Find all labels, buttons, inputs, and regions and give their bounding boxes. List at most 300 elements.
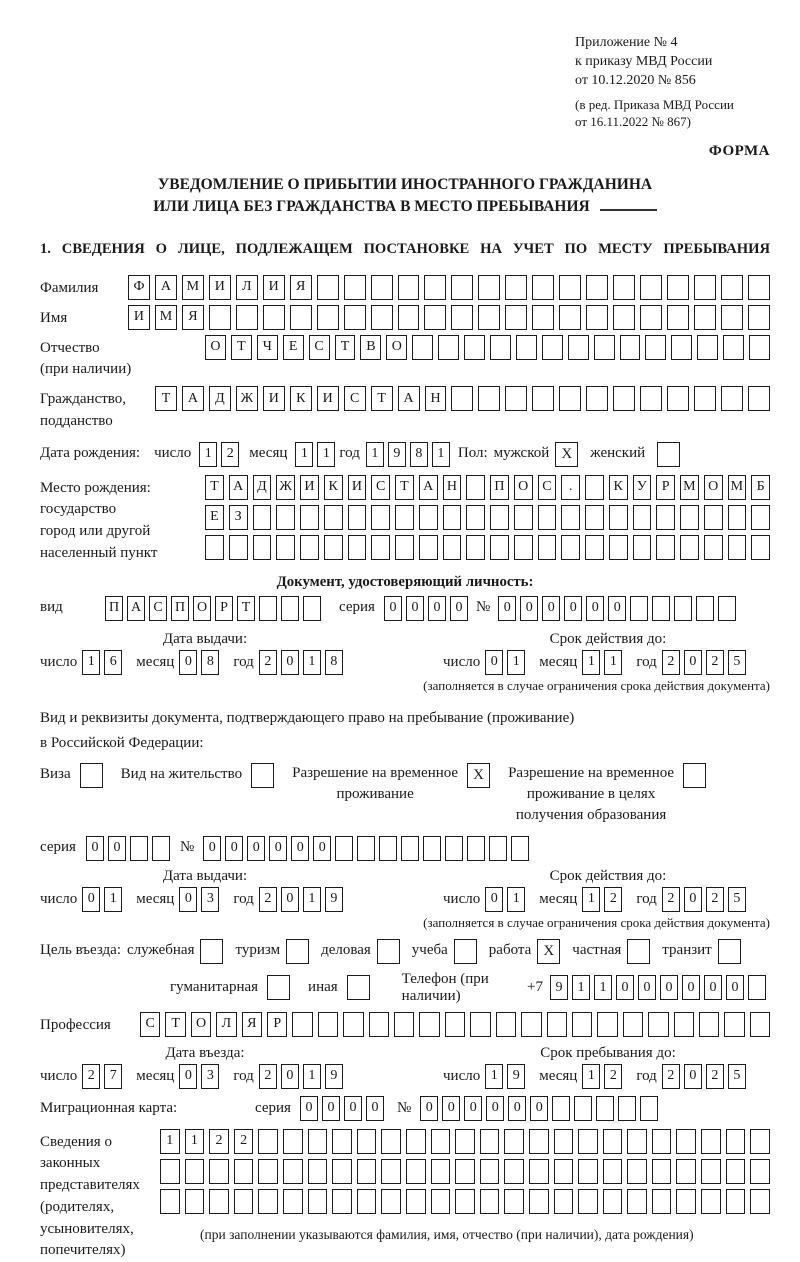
char-cell[interactable] [478, 386, 500, 411]
char-cell[interactable]: 8 [201, 650, 219, 675]
char-cell[interactable] [699, 1012, 719, 1037]
char-cell[interactable] [529, 1159, 549, 1184]
char-cell[interactable] [480, 1159, 500, 1184]
char-cell[interactable]: X [537, 939, 560, 964]
char-cell[interactable]: Т [395, 475, 414, 500]
char-cell[interactable]: О [514, 475, 533, 500]
char-cell[interactable]: 0 [542, 596, 560, 621]
char-cell[interactable]: 2 [662, 887, 680, 912]
char-cell[interactable] [640, 305, 662, 330]
char-cell[interactable] [229, 535, 248, 560]
char-cell[interactable] [656, 505, 675, 530]
char-cell[interactable]: 1 [303, 887, 321, 912]
char-cell[interactable]: А [419, 475, 438, 500]
char-cell[interactable]: У [633, 475, 652, 500]
char-cell[interactable]: М [680, 475, 699, 500]
char-cell[interactable]: К [609, 475, 628, 500]
char-cell[interactable] [701, 1129, 721, 1154]
char-cell[interactable] [332, 1129, 352, 1154]
char-cell[interactable]: 0 [281, 1064, 299, 1089]
char-cell[interactable] [505, 275, 527, 300]
char-cell[interactable] [585, 535, 604, 560]
char-cell[interactable]: О [205, 335, 226, 360]
char-cell[interactable] [696, 596, 714, 621]
char-cell[interactable] [357, 836, 375, 861]
char-cell[interactable] [748, 386, 770, 411]
char-cell[interactable] [676, 1189, 696, 1214]
char-cell[interactable]: 0 [86, 836, 104, 861]
char-cell[interactable] [283, 1189, 303, 1214]
char-cell[interactable]: 0 [726, 975, 744, 1000]
char-cell[interactable]: 0 [313, 836, 331, 861]
char-cell[interactable]: 0 [486, 1096, 504, 1121]
char-cell[interactable] [516, 335, 537, 360]
char-cell[interactable] [613, 275, 635, 300]
char-cell[interactable] [286, 939, 309, 964]
char-cell[interactable] [750, 1012, 770, 1037]
char-cell[interactable] [627, 939, 650, 964]
char-cell[interactable] [514, 505, 533, 530]
char-cell[interactable]: 0 [682, 975, 700, 1000]
char-cell[interactable] [578, 1159, 598, 1184]
char-cell[interactable]: 1 [507, 887, 525, 912]
char-cell[interactable]: 1 [295, 442, 313, 467]
char-cell[interactable] [723, 335, 744, 360]
char-cell[interactable]: С [538, 475, 557, 500]
char-cell[interactable] [694, 275, 716, 300]
char-cell[interactable] [603, 1159, 623, 1184]
char-cell[interactable] [721, 275, 743, 300]
char-cell[interactable]: 0 [179, 887, 197, 912]
char-cell[interactable]: 0 [684, 887, 702, 912]
char-cell[interactable] [480, 1189, 500, 1214]
char-cell[interactable] [490, 505, 509, 530]
char-cell[interactable] [303, 596, 321, 621]
char-cell[interactable]: Т [155, 386, 177, 411]
char-cell[interactable] [185, 1159, 205, 1184]
char-cell[interactable] [609, 535, 628, 560]
char-cell[interactable] [547, 1012, 567, 1037]
char-cell[interactable] [357, 1129, 377, 1154]
char-cell[interactable] [467, 836, 485, 861]
char-cell[interactable]: X [467, 763, 490, 788]
char-cell[interactable] [332, 1189, 352, 1214]
char-cell[interactable] [748, 975, 766, 1000]
char-cell[interactable] [680, 535, 699, 560]
char-cell[interactable] [381, 1129, 401, 1154]
char-cell[interactable]: Б [751, 475, 770, 500]
char-cell[interactable]: 2 [259, 887, 277, 912]
char-cell[interactable] [300, 535, 319, 560]
char-cell[interactable] [504, 1129, 524, 1154]
char-cell[interactable] [671, 335, 692, 360]
char-cell[interactable]: 0 [608, 596, 626, 621]
char-cell[interactable] [381, 1189, 401, 1214]
char-cell[interactable] [749, 335, 770, 360]
char-cell[interactable] [683, 763, 706, 788]
char-cell[interactable] [718, 939, 741, 964]
char-cell[interactable] [464, 335, 485, 360]
char-cell[interactable] [317, 275, 339, 300]
char-cell[interactable]: И [300, 475, 319, 500]
char-cell[interactable] [728, 505, 747, 530]
char-cell[interactable]: С [309, 335, 330, 360]
char-cell[interactable]: К [290, 386, 312, 411]
char-cell[interactable]: Н [425, 386, 447, 411]
char-cell[interactable]: 9 [507, 1064, 525, 1089]
char-cell[interactable] [317, 305, 339, 330]
char-cell[interactable] [514, 535, 533, 560]
char-cell[interactable] [253, 505, 272, 530]
char-cell[interactable] [561, 535, 580, 560]
char-cell[interactable] [704, 505, 723, 530]
char-cell[interactable] [652, 1159, 672, 1184]
char-cell[interactable]: 0 [442, 1096, 460, 1121]
char-cell[interactable] [504, 1189, 524, 1214]
char-cell[interactable]: 0 [269, 836, 287, 861]
char-cell[interactable]: А [182, 386, 204, 411]
char-cell[interactable]: Я [290, 275, 312, 300]
char-cell[interactable]: 1 [604, 650, 622, 675]
char-cell[interactable] [443, 535, 462, 560]
char-cell[interactable]: Т [231, 335, 252, 360]
char-cell[interactable] [751, 505, 770, 530]
char-cell[interactable] [292, 1012, 312, 1037]
char-cell[interactable] [423, 836, 441, 861]
char-cell[interactable]: З [229, 505, 248, 530]
char-cell[interactable] [578, 1129, 598, 1154]
char-cell[interactable] [478, 305, 500, 330]
char-cell[interactable]: 0 [225, 836, 243, 861]
char-cell[interactable] [726, 1129, 746, 1154]
char-cell[interactable] [596, 1096, 614, 1121]
char-cell[interactable] [586, 305, 608, 330]
char-cell[interactable] [276, 505, 295, 530]
char-cell[interactable] [586, 275, 608, 300]
char-cell[interactable] [454, 939, 477, 964]
char-cell[interactable]: К [324, 475, 343, 500]
char-cell[interactable]: 0 [564, 596, 582, 621]
char-cell[interactable]: 1 [317, 442, 335, 467]
char-cell[interactable]: 0 [366, 1096, 384, 1121]
char-cell[interactable] [470, 1012, 490, 1037]
char-cell[interactable] [236, 305, 258, 330]
char-cell[interactable]: 9 [550, 975, 568, 1000]
char-cell[interactable] [130, 836, 148, 861]
char-cell[interactable] [750, 1129, 770, 1154]
char-cell[interactable] [559, 386, 581, 411]
char-cell[interactable] [466, 475, 485, 500]
char-cell[interactable] [152, 836, 170, 861]
char-cell[interactable]: А [229, 475, 248, 500]
char-cell[interactable]: Т [371, 386, 393, 411]
char-cell[interactable]: И [348, 475, 367, 500]
char-cell[interactable]: 3 [201, 887, 219, 912]
char-cell[interactable]: 0 [498, 596, 516, 621]
char-cell[interactable]: Ж [236, 386, 258, 411]
char-cell[interactable]: С [149, 596, 167, 621]
char-cell[interactable] [627, 1129, 647, 1154]
char-cell[interactable] [406, 1189, 426, 1214]
char-cell[interactable]: 2 [662, 650, 680, 675]
char-cell[interactable]: 1 [82, 650, 100, 675]
char-cell[interactable]: 3 [201, 1064, 219, 1089]
char-cell[interactable] [451, 386, 473, 411]
char-cell[interactable] [445, 1012, 465, 1037]
char-cell[interactable]: 1 [582, 650, 600, 675]
char-cell[interactable]: 2 [706, 1064, 724, 1089]
char-cell[interactable] [347, 975, 370, 1000]
char-cell[interactable] [554, 1189, 574, 1214]
char-cell[interactable] [455, 1129, 475, 1154]
char-cell[interactable]: Т [237, 596, 255, 621]
char-cell[interactable] [185, 1189, 205, 1214]
char-cell[interactable] [496, 1012, 516, 1037]
char-cell[interactable]: 0 [291, 836, 309, 861]
char-cell[interactable]: Р [215, 596, 233, 621]
char-cell[interactable]: 1 [572, 975, 590, 1000]
char-cell[interactable] [613, 305, 635, 330]
char-cell[interactable] [455, 1189, 475, 1214]
char-cell[interactable] [529, 1129, 549, 1154]
char-cell[interactable] [394, 1012, 414, 1037]
char-cell[interactable] [324, 535, 343, 560]
char-cell[interactable]: 0 [344, 1096, 362, 1121]
char-cell[interactable]: П [105, 596, 123, 621]
char-cell[interactable]: 5 [728, 1064, 746, 1089]
char-cell[interactable]: 1 [303, 1064, 321, 1089]
char-cell[interactable]: 9 [325, 1064, 343, 1089]
char-cell[interactable] [718, 596, 736, 621]
char-cell[interactable]: А [398, 386, 420, 411]
char-cell[interactable]: 0 [508, 1096, 526, 1121]
char-cell[interactable]: А [127, 596, 145, 621]
char-cell[interactable]: Д [253, 475, 272, 500]
char-cell[interactable]: Ч [257, 335, 278, 360]
char-cell[interactable] [542, 335, 563, 360]
char-cell[interactable] [489, 836, 507, 861]
char-cell[interactable] [521, 1012, 541, 1037]
char-cell[interactable] [398, 305, 420, 330]
char-cell[interactable] [318, 1012, 338, 1037]
char-cell[interactable] [667, 275, 689, 300]
char-cell[interactable] [451, 275, 473, 300]
char-cell[interactable] [381, 1159, 401, 1184]
char-cell[interactable]: С [344, 386, 366, 411]
char-cell[interactable] [344, 275, 366, 300]
char-cell[interactable]: Ж [276, 475, 295, 500]
char-cell[interactable]: А [155, 275, 177, 300]
char-cell[interactable] [640, 275, 662, 300]
char-cell[interactable] [694, 305, 716, 330]
char-cell[interactable] [160, 1159, 180, 1184]
char-cell[interactable] [80, 763, 103, 788]
char-cell[interactable] [572, 1012, 592, 1037]
char-cell[interactable]: 1 [485, 1064, 503, 1089]
char-cell[interactable]: 1 [104, 887, 122, 912]
char-cell[interactable]: Я [182, 305, 204, 330]
char-cell[interactable] [308, 1189, 328, 1214]
char-cell[interactable] [348, 505, 367, 530]
char-cell[interactable] [609, 505, 628, 530]
char-cell[interactable] [559, 275, 581, 300]
char-cell[interactable]: 0 [108, 836, 126, 861]
char-cell[interactable] [419, 505, 438, 530]
char-cell[interactable]: 0 [586, 596, 604, 621]
char-cell[interactable] [335, 836, 353, 861]
char-cell[interactable]: 0 [638, 975, 656, 1000]
char-cell[interactable]: Т [335, 335, 356, 360]
char-cell[interactable] [623, 1012, 643, 1037]
char-cell[interactable]: Т [205, 475, 224, 500]
char-cell[interactable] [511, 836, 529, 861]
char-cell[interactable] [640, 1096, 658, 1121]
char-cell[interactable] [674, 1012, 694, 1037]
char-cell[interactable] [276, 535, 295, 560]
char-cell[interactable] [258, 1129, 278, 1154]
char-cell[interactable]: 7 [104, 1064, 122, 1089]
char-cell[interactable] [613, 386, 635, 411]
char-cell[interactable] [680, 505, 699, 530]
char-cell[interactable]: М [182, 275, 204, 300]
char-cell[interactable]: Р [267, 1012, 287, 1037]
char-cell[interactable]: 5 [728, 887, 746, 912]
char-cell[interactable] [627, 1189, 647, 1214]
char-cell[interactable]: 0 [420, 1096, 438, 1121]
char-cell[interactable] [667, 305, 689, 330]
char-cell[interactable]: 0 [281, 650, 299, 675]
char-cell[interactable] [704, 535, 723, 560]
char-cell[interactable] [724, 1012, 744, 1037]
char-cell[interactable] [234, 1189, 254, 1214]
char-cell[interactable] [505, 386, 527, 411]
char-cell[interactable] [332, 1159, 352, 1184]
char-cell[interactable] [200, 939, 223, 964]
char-cell[interactable] [209, 1189, 229, 1214]
char-cell[interactable] [251, 763, 274, 788]
char-cell[interactable] [726, 1159, 746, 1184]
char-cell[interactable]: О [191, 1012, 211, 1037]
char-cell[interactable]: 0 [281, 887, 299, 912]
char-cell[interactable]: 0 [82, 887, 100, 912]
char-cell[interactable] [395, 505, 414, 530]
char-cell[interactable] [283, 1159, 303, 1184]
char-cell[interactable] [656, 535, 675, 560]
char-cell[interactable]: 0 [530, 1096, 548, 1121]
char-cell[interactable] [674, 596, 692, 621]
char-cell[interactable]: 2 [706, 650, 724, 675]
char-cell[interactable] [209, 1159, 229, 1184]
char-cell[interactable]: О [193, 596, 211, 621]
char-cell[interactable] [377, 939, 400, 964]
char-cell[interactable]: В [360, 335, 381, 360]
char-cell[interactable]: 0 [384, 596, 402, 621]
char-cell[interactable] [253, 535, 272, 560]
char-cell[interactable] [697, 335, 718, 360]
char-cell[interactable] [283, 1129, 303, 1154]
char-cell[interactable]: 2 [82, 1064, 100, 1089]
char-cell[interactable]: 2 [604, 887, 622, 912]
char-cell[interactable]: 2 [221, 442, 239, 467]
char-cell[interactable]: 0 [485, 650, 503, 675]
char-cell[interactable] [348, 535, 367, 560]
char-cell[interactable] [406, 1159, 426, 1184]
char-cell[interactable]: 5 [728, 650, 746, 675]
char-cell[interactable] [603, 1189, 623, 1214]
char-cell[interactable] [676, 1159, 696, 1184]
char-cell[interactable] [633, 535, 652, 560]
char-cell[interactable]: 8 [410, 442, 428, 467]
char-cell[interactable]: О [704, 475, 723, 500]
char-cell[interactable] [401, 836, 419, 861]
char-cell[interactable]: 0 [684, 650, 702, 675]
char-cell[interactable]: 1 [160, 1129, 180, 1154]
char-cell[interactable] [431, 1159, 451, 1184]
char-cell[interactable] [652, 596, 670, 621]
char-cell[interactable] [281, 596, 299, 621]
char-cell[interactable] [455, 1159, 475, 1184]
char-cell[interactable] [478, 275, 500, 300]
char-cell[interactable]: С [371, 475, 390, 500]
char-cell[interactable] [694, 386, 716, 411]
char-cell[interactable]: 2 [209, 1129, 229, 1154]
char-cell[interactable] [344, 305, 366, 330]
char-cell[interactable] [676, 1129, 696, 1154]
char-cell[interactable]: 1 [366, 442, 384, 467]
char-cell[interactable]: 0 [247, 836, 265, 861]
char-cell[interactable] [258, 1189, 278, 1214]
char-cell[interactable]: 0 [616, 975, 634, 1000]
char-cell[interactable]: 0 [300, 1096, 318, 1121]
char-cell[interactable]: 0 [704, 975, 722, 1000]
char-cell[interactable] [532, 386, 554, 411]
char-cell[interactable]: 0 [322, 1096, 340, 1121]
char-cell[interactable] [267, 975, 290, 1000]
char-cell[interactable] [728, 535, 747, 560]
char-cell[interactable]: М [728, 475, 747, 500]
char-cell[interactable] [490, 535, 509, 560]
char-cell[interactable] [395, 535, 414, 560]
char-cell[interactable]: 1 [432, 442, 450, 467]
char-cell[interactable] [552, 1096, 570, 1121]
char-cell[interactable]: 0 [520, 596, 538, 621]
char-cell[interactable]: Н [443, 475, 462, 500]
char-cell[interactable]: Д [209, 386, 231, 411]
char-cell[interactable] [554, 1129, 574, 1154]
char-cell[interactable] [748, 305, 770, 330]
char-cell[interactable] [585, 505, 604, 530]
char-cell[interactable]: . [561, 475, 580, 500]
char-cell[interactable] [398, 275, 420, 300]
char-cell[interactable] [554, 1159, 574, 1184]
char-cell[interactable]: 9 [388, 442, 406, 467]
char-cell[interactable]: 0 [464, 1096, 482, 1121]
char-cell[interactable] [618, 1096, 636, 1121]
char-cell[interactable] [751, 535, 770, 560]
char-cell[interactable]: 0 [203, 836, 221, 861]
char-cell[interactable] [406, 1129, 426, 1154]
char-cell[interactable] [657, 442, 680, 467]
char-cell[interactable]: 0 [485, 887, 503, 912]
char-cell[interactable]: 0 [450, 596, 468, 621]
char-cell[interactable]: П [490, 475, 509, 500]
char-cell[interactable] [424, 305, 446, 330]
char-cell[interactable]: Т [165, 1012, 185, 1037]
char-cell[interactable]: И [263, 275, 285, 300]
char-cell[interactable]: 2 [604, 1064, 622, 1089]
char-cell[interactable] [630, 596, 648, 621]
char-cell[interactable]: 1 [507, 650, 525, 675]
